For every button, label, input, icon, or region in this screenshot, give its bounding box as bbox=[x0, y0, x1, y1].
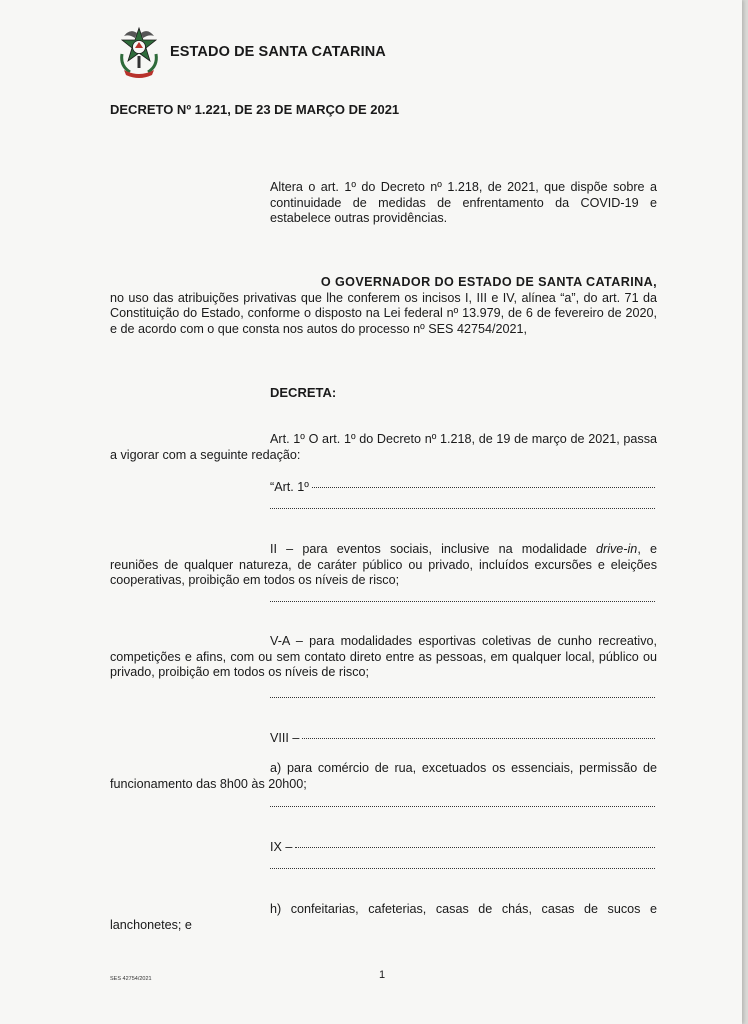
dotted-leader bbox=[270, 806, 655, 807]
state-name: ESTADO DE SANTA CATARINA bbox=[170, 44, 386, 60]
omitted-text-line bbox=[270, 809, 655, 810]
alinea-a bbox=[110, 761, 657, 792]
quoted-article-label: “Art. 1º bbox=[270, 480, 309, 494]
inciso-ii-text-start: II – para eventos sociais, inclusive na modalidade bbox=[270, 542, 597, 556]
preamble-lead: O GOVERNADOR DO ESTADO DE SANTA CATARINA, bbox=[320, 275, 657, 289]
inciso-ix-label: IX – bbox=[270, 840, 293, 854]
decreta-heading: DECRETA: bbox=[270, 385, 337, 400]
dotted-leader bbox=[295, 847, 655, 848]
dotted-leader bbox=[270, 508, 655, 509]
dotted-leader bbox=[270, 868, 655, 869]
letterhead bbox=[116, 26, 386, 78]
decree-ementa bbox=[270, 180, 657, 227]
alinea-a-text: a) para comércio de rua, excetuados os essenciais, permissão de funcionamento das 8h00 às 20h00; bbox=[110, 761, 657, 791]
ementa-text: Altera o art. 1º do Decreto nº 1.218, de 2021, que dispõe sobre a continuidade de medidas de enfrentamento da COVID-19 e estabelece outras providências. bbox=[270, 180, 657, 225]
article-1-text: Art. 1º O art. 1º do Decreto nº 1.218, de 19 de março de 2021, passa a vigorar com a seguinte redação: bbox=[110, 432, 657, 462]
preamble-text: no uso das atribuições privativas que lhe conferem os incisos I, III e IV, alínea “a”, do art. 71 da Constituição do Estado, conforme o disposto na Lei federal nº 13.979, de 6 de fevereiro de 2020, e de acordo com o que consta nos autos do processo nº SES 42754/2021, bbox=[110, 290, 657, 336]
omitted-text-line bbox=[270, 700, 655, 701]
inciso-ii-text-end: , e reuniões de qualquer natureza, de caráter público ou privado, incluídos excursões e eleições cooperativas, proibição em todos os níveis de risco; bbox=[110, 542, 657, 587]
inciso-viii-label: VIII – bbox=[270, 731, 300, 745]
alinea-h-text: h) confeitarias, cafeterias, casas de chás, casas de sucos e lanchonetes; e bbox=[110, 902, 657, 932]
santa-catarina-coat-of-arms-icon bbox=[116, 26, 162, 78]
dotted-leader bbox=[302, 738, 655, 739]
alinea-h bbox=[110, 902, 657, 933]
inciso-ix-line bbox=[270, 840, 655, 856]
footer-process-code: SES 42754/2021 bbox=[110, 976, 152, 982]
dotted-leader bbox=[312, 487, 655, 488]
omitted-text-line bbox=[270, 871, 655, 872]
omitted-text-line bbox=[270, 511, 655, 512]
omitted-text-line bbox=[270, 604, 655, 605]
article-1 bbox=[110, 432, 657, 463]
inciso-v-a bbox=[110, 634, 657, 681]
page-number: 1 bbox=[379, 969, 386, 981]
inciso-ii-italic: drive-in bbox=[596, 542, 638, 556]
dotted-leader bbox=[270, 697, 655, 698]
decree-preamble bbox=[110, 275, 657, 337]
inciso-viii-line bbox=[270, 731, 655, 747]
dotted-leader bbox=[270, 601, 655, 602]
quoted-article-line bbox=[270, 480, 655, 496]
inciso-v-a-text: V-A – para modalidades esportivas coletivas de cunho recreativo, competições e afins, com ou sem contato direto entre as pessoas, em qualquer local, público ou privado, proibição em todos os níveis de risco; bbox=[110, 634, 657, 679]
decree-title: DECRETO Nº 1.221, DE 23 DE MARÇO DE 2021 bbox=[110, 102, 400, 117]
inciso-ii bbox=[110, 542, 657, 589]
